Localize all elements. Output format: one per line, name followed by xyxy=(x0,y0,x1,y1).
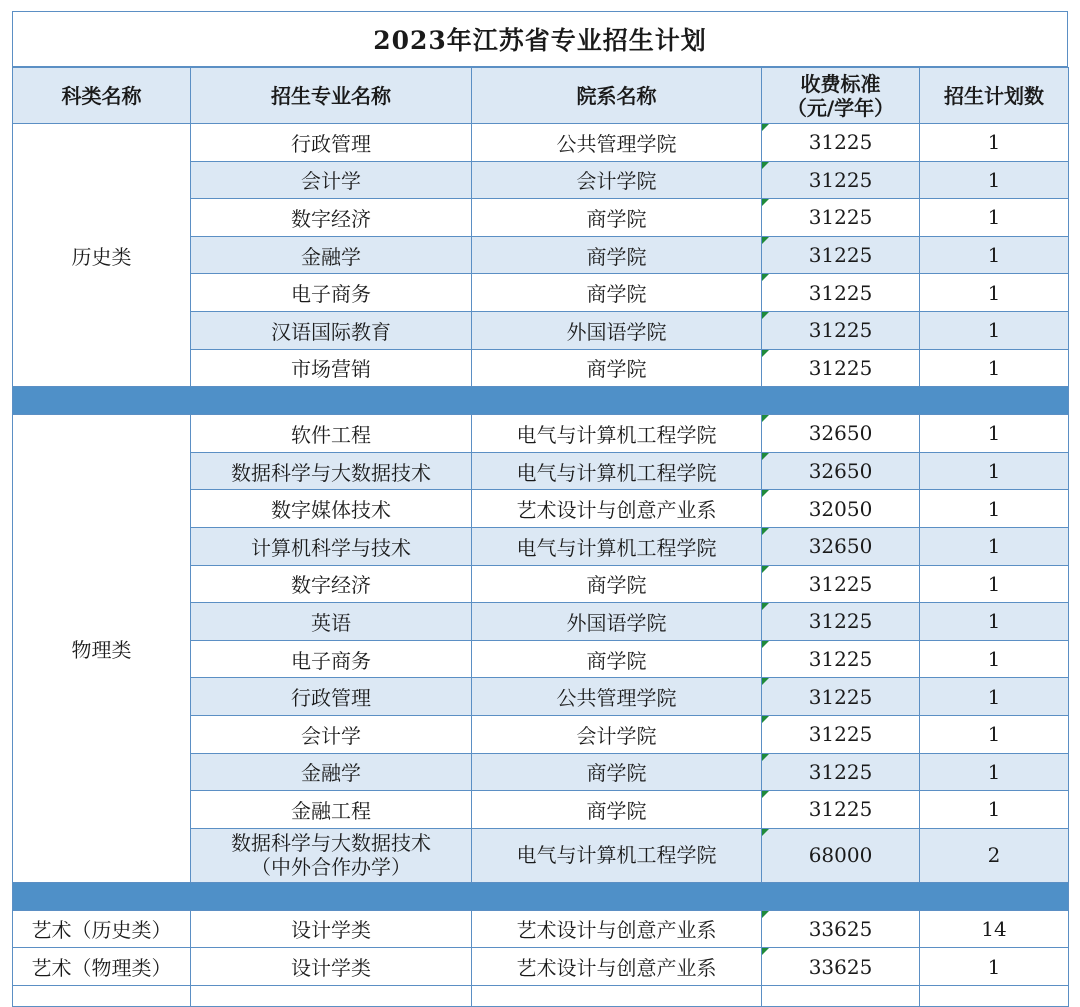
separator-row xyxy=(13,882,1069,910)
header-fee-line1: 收费标准 xyxy=(800,71,881,96)
separator-band xyxy=(13,882,1069,910)
major-cell: 金融学 xyxy=(191,236,472,274)
major-line2: （中外合作办学） xyxy=(251,855,411,880)
major-cell: 金融学 xyxy=(191,753,472,791)
fee-cell: 31225 xyxy=(762,274,920,312)
department-cell: 艺术设计与创意产业系 xyxy=(472,490,762,528)
fee-cell: 31225 xyxy=(762,603,920,641)
fee-cell: 31225 xyxy=(762,199,920,237)
count-cell: 1 xyxy=(920,948,1069,986)
fee-cell: 33625 xyxy=(762,910,920,948)
major-cell: 计算机科学与技术 xyxy=(191,527,472,565)
fee-cell: 31225 xyxy=(762,791,920,829)
category-cell: 艺术（物理类） xyxy=(13,948,191,986)
department-cell: 会计学院 xyxy=(472,161,762,199)
department-cell: 商学院 xyxy=(472,274,762,312)
department-cell: 商学院 xyxy=(472,199,762,237)
header-major: 招生专业名称 xyxy=(191,68,472,124)
fee-cell: 31225 xyxy=(762,124,920,162)
major-cell: 设计学类 xyxy=(191,910,472,948)
department-cell: 艺术设计与创意产业系 xyxy=(472,948,762,986)
department-cell: 艺术设计与创意产业系 xyxy=(472,910,762,948)
empty-row xyxy=(13,985,1069,1006)
fee-cell: 31225 xyxy=(762,715,920,753)
empty-cell xyxy=(762,985,920,1006)
count-cell: 1 xyxy=(920,640,1069,678)
major-cell: 会计学 xyxy=(191,161,472,199)
header-category: 科类名称 xyxy=(13,68,191,124)
fee-cell: 33625 xyxy=(762,948,920,986)
count-cell: 1 xyxy=(920,490,1069,528)
department-cell: 外国语学院 xyxy=(472,311,762,349)
separator-band xyxy=(13,387,1069,415)
major-cell: 数据科学与大数据技术 xyxy=(191,452,472,490)
major-line1: 数据科学与大数据技术 xyxy=(231,831,431,856)
fee-cell: 32650 xyxy=(762,527,920,565)
department-cell: 商学院 xyxy=(472,791,762,829)
fee-cell: 31225 xyxy=(762,311,920,349)
count-cell: 1 xyxy=(920,678,1069,716)
department-cell: 商学院 xyxy=(472,753,762,791)
department-cell: 电气与计算机工程学院 xyxy=(472,527,762,565)
fee-cell: 32050 xyxy=(762,490,920,528)
count-cell: 1 xyxy=(920,565,1069,603)
department-cell: 商学院 xyxy=(472,236,762,274)
count-cell: 2 xyxy=(920,828,1069,882)
fee-cell: 32650 xyxy=(762,452,920,490)
count-cell: 1 xyxy=(920,349,1069,387)
major-cell: 金融工程 xyxy=(191,791,472,829)
department-cell: 电气与计算机工程学院 xyxy=(472,415,762,453)
sheet-title: 2023年江苏省专业招生计划 xyxy=(12,11,1068,67)
count-cell: 1 xyxy=(920,274,1069,312)
major-cell: 英语 xyxy=(191,603,472,641)
empty-cell xyxy=(472,985,762,1006)
count-cell: 1 xyxy=(920,161,1069,199)
empty-cell xyxy=(191,985,472,1006)
count-cell: 1 xyxy=(920,236,1069,274)
department-cell: 会计学院 xyxy=(472,715,762,753)
fee-cell: 68000 xyxy=(762,828,920,882)
count-cell: 1 xyxy=(920,124,1069,162)
category-cell: 历史类 xyxy=(13,124,191,387)
count-cell: 1 xyxy=(920,603,1069,641)
fee-cell: 31225 xyxy=(762,678,920,716)
major-cell: 行政管理 xyxy=(191,124,472,162)
department-cell: 商学院 xyxy=(472,640,762,678)
count-cell: 1 xyxy=(920,527,1069,565)
header-row xyxy=(13,68,1069,124)
separator-row xyxy=(13,387,1069,415)
major-cell: 汉语国际教育 xyxy=(191,311,472,349)
table-row xyxy=(13,415,1069,453)
major-cell: 电子商务 xyxy=(191,640,472,678)
count-cell: 1 xyxy=(920,753,1069,791)
major-cell: 软件工程 xyxy=(191,415,472,453)
category-cell: 物理类 xyxy=(13,415,191,883)
count-cell: 1 xyxy=(920,715,1069,753)
major-cell: 会计学 xyxy=(191,715,472,753)
table-row xyxy=(13,910,1069,948)
header-department: 院系名称 xyxy=(472,68,762,124)
header-fee-line2: （元/学年） xyxy=(786,95,895,120)
table-row xyxy=(13,948,1069,986)
fee-cell: 31225 xyxy=(762,161,920,199)
empty-cell xyxy=(13,985,191,1006)
department-cell: 电气与计算机工程学院 xyxy=(472,828,762,882)
fee-cell: 31225 xyxy=(762,349,920,387)
major-cell: 数字经济 xyxy=(191,565,472,603)
header-count: 招生计划数 xyxy=(920,68,1069,124)
table-row xyxy=(13,124,1069,162)
header-fee xyxy=(762,68,920,124)
department-cell: 公共管理学院 xyxy=(472,678,762,716)
department-cell: 公共管理学院 xyxy=(472,124,762,162)
category-cell: 艺术（历史类） xyxy=(13,910,191,948)
table-body xyxy=(13,124,1069,1007)
department-cell: 商学院 xyxy=(472,349,762,387)
department-cell: 商学院 xyxy=(472,565,762,603)
department-cell: 电气与计算机工程学院 xyxy=(472,452,762,490)
count-cell: 1 xyxy=(920,452,1069,490)
major-cell: 数字经济 xyxy=(191,199,472,237)
major-cell: 设计学类 xyxy=(191,948,472,986)
fee-cell: 32650 xyxy=(762,415,920,453)
count-cell: 1 xyxy=(920,311,1069,349)
count-cell: 1 xyxy=(920,199,1069,237)
major-cell: 电子商务 xyxy=(191,274,472,312)
fee-cell: 31225 xyxy=(762,753,920,791)
fee-cell: 31225 xyxy=(762,565,920,603)
count-cell: 1 xyxy=(920,791,1069,829)
major-cell: 数字媒体技术 xyxy=(191,490,472,528)
enrollment-plan-sheet xyxy=(12,11,1068,997)
department-cell: 外国语学院 xyxy=(472,603,762,641)
major-cell: 市场营销 xyxy=(191,349,472,387)
fee-cell: 31225 xyxy=(762,640,920,678)
enrollment-plan-table xyxy=(12,67,1069,1007)
major-cell: 行政管理 xyxy=(191,678,472,716)
empty-cell xyxy=(920,985,1069,1006)
count-cell: 14 xyxy=(920,910,1069,948)
fee-cell: 31225 xyxy=(762,236,920,274)
major-cell xyxy=(191,828,472,882)
count-cell: 1 xyxy=(920,415,1069,453)
